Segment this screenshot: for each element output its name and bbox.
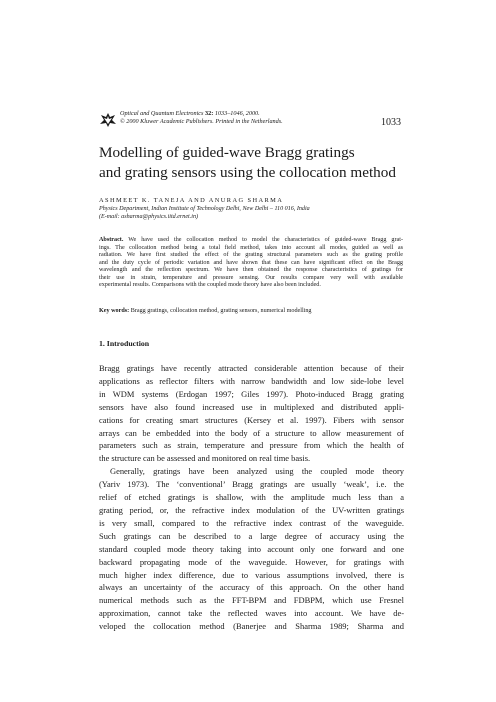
publisher-logo-icon [99,112,117,128]
affiliation [99,206,310,221]
journal-header [99,110,401,132]
body-line: Generally, gratings have been analyzed using the coupled mode theory [110,466,404,477]
body-line: arrays can be embedded into the body of a structure to allow measurement of [99,427,404,438]
section-heading: 1. Introduction [99,339,150,348]
body-line: numerical methods such as the FFT-BPM and FDBPM, which use Fresnel [99,595,404,606]
body-line: backward propagating mode of the waveguide. However, for gratings with [99,556,404,567]
keywords [99,308,312,314]
abstract-line: their use in strain, temperature and pressure sensing. Our results compare very well with available [99,274,403,281]
paper-title [99,143,403,183]
body-line: veloped the collocation method (Banerjee and Sharma 1989; Sharma and [99,621,404,632]
body-line: approximation, cannot take the reflected waves into account. We have de- [99,608,404,619]
abstract [99,237,403,290]
keywords-text: Bragg gratings, collocation method, grating sensors, numerical modelling [130,308,312,314]
title-line: and grating sensors using the collocation method [99,164,396,181]
abstract-line: radiation. We have first studied the effect of the grating structural parameters such as the grating profile [99,252,403,258]
author-list: ASHMEET K. TANEJA AND ANURAG SHARMA [99,197,284,204]
abstract-line: and the duty cycle of periodic variation and have shown that these can have significant effect on the Bragg [99,259,403,266]
abstract-line: experimental results. Comparisons with the coupled mode theory have also been included. [99,282,321,288]
journal-volume: 32: [205,110,214,117]
body-line: the structure can be assessed and monitored on real time basis. [99,453,311,464]
journal-pages: 1033–1046, 2000. [214,110,260,117]
body-line: grating period, or, the refractive index modulation of the UV-written gratings [99,504,404,515]
body-line: relief of etched gratings is shallow, with the amplitude much less than a [99,492,404,503]
abstract-label: Abstract. [99,237,124,243]
body-line: (Yariv 1973). The ‘conventional’ Bragg gratings are usually ‘weak’, i.e. the [99,479,404,490]
body-line: parameters such as strain, temperature and pressure from which the health of [99,440,404,451]
keywords-label: Key words: [99,308,130,314]
abstract-line: wavelength and the reflection spectrum. We have then obtained the response characteristics of gratings for [99,267,403,273]
body-line: standard coupled mode theory taking into account only one forward and one [99,543,404,554]
body-line: Such gratings can be described to a large degree of accuracy using the [99,530,404,541]
body-line: cations for creating smart structures (Kersey et al. 1997). Fibers with sensor [99,414,404,425]
title-line: Modelling of guided-wave Bragg gratings [99,144,355,161]
abstract-line: We have used the collocation method to model the characteristics of guided-wave Bragg grat- [128,237,403,243]
body-line: Bragg gratings have recently attracted considerable attention because of their [99,363,404,373]
affiliation-address: Physics Department, Indian Institute of Technology Delhi, New Delhi – 110 016, India [99,206,310,212]
body-line: sensors have also found increased use in multiplexed and distributed appli- [99,401,404,412]
journal-citation [120,110,283,125]
journal-name: Optical and Quantum Electronics [120,110,204,117]
body-line: always an uncertainty of the accuracy of this approach. On the other hand [99,582,404,593]
abstract-line: ings. The collocation method being a total field method, takes into account all modes, guided as well as [99,244,403,251]
body-line: in WDM systems (Erdogan 1997; Giles 1997). Photo-induced Bragg grating [99,388,404,399]
affiliation-email: (E-mail: asharma@physics.iitd.ernet.in) [99,213,199,220]
copyright-line: © 2000 Kluwer Academic Publishers. Printed in the Netherlands. [120,117,283,125]
body-line: much higher index difference, due to various assumptions involved, there is [99,569,404,580]
body-line: is very small, compared to the refractive index contrast of the waveguide. [99,517,404,528]
introduction-body [99,362,404,633]
body-line: applications as reflector filters with narrow bandwidth and low side-lobe level [99,375,404,386]
page-number: 1033 [381,117,401,128]
